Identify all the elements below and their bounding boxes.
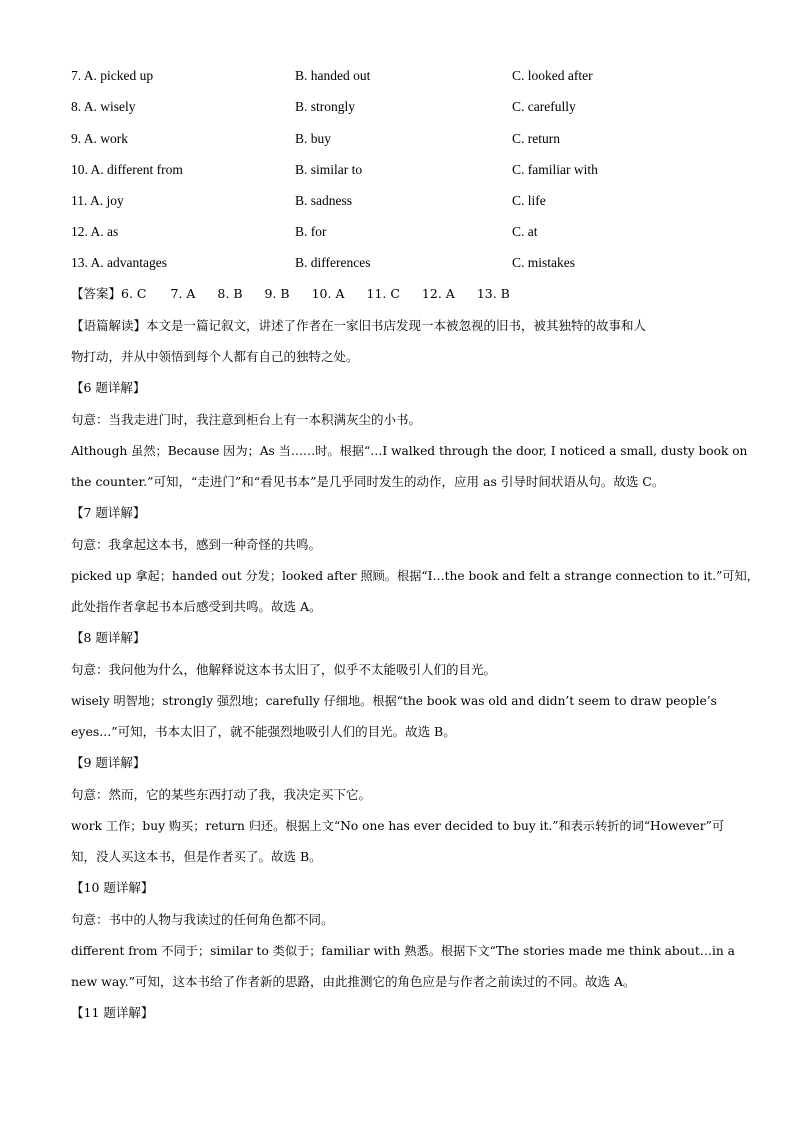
q6-title: 【6 题详解】 — [71, 380, 146, 395]
option-a: 7. A. picked up — [71, 68, 154, 83]
option-row-11 — [71, 193, 731, 213]
q6-line-2: the counter.”可知，“走进门”和“看见书本”是几乎同时发生的动作，应用 as 引导时间状语从句。故选 C。 — [71, 474, 665, 489]
option-row-12 — [71, 224, 731, 244]
q10-line-1: different from 不同于；similar to 类似于；familiar with 熟悉。根据下文“The stories made me think about…in a — [71, 944, 735, 958]
q10-title: 【10 题详解】 — [71, 880, 154, 895]
option-a: 13. A. advantages — [71, 255, 167, 270]
q9-title: 【9 题详解】 — [71, 755, 146, 770]
option-row-10 — [71, 162, 731, 182]
q6-line-1: Although 虽然；Because 因为；As 当……时。根据“…I walked through the door, I noticed a small, dusty book on — [71, 444, 748, 458]
q9-line-2: 知，没人买这本书，但是作者买了。故选 B。 — [71, 849, 322, 864]
answer-item: 9. B — [264, 286, 290, 301]
q7-line-2: 此处指作者拿起书本后感受到共鸣。故选 A。 — [71, 599, 322, 614]
q8-meaning: 句意：我问他为什么，他解释说这本书太旧了，似乎不太能吸引人们的目光。 — [71, 662, 497, 677]
option-b: B. differences — [295, 255, 371, 270]
option-row-8 — [71, 99, 731, 119]
option-c: C. familiar with — [512, 162, 598, 177]
option-c: C. return — [512, 131, 560, 146]
q9-line-1: work 工作；buy 购买；return 归还。根据上文“No one has ever decided to buy it.”和表示转折的词“However”可 — [71, 819, 725, 833]
option-row-9 — [71, 131, 731, 151]
option-b: B. strongly — [295, 99, 356, 114]
answer-item: 11. C — [366, 286, 400, 301]
q8-title: 【8 题详解】 — [71, 630, 146, 645]
option-c: C. life — [512, 193, 546, 208]
reading-line-2: 物打动，并从中领悟到每个人都有自己的独特之处。 — [71, 349, 359, 364]
option-b: B. buy — [295, 131, 332, 146]
q8-line-1: wisely 明智地；strongly 强烈地；carefully 仔细地。根据“the book was old and didn’t seem to draw people’s — [71, 694, 717, 708]
q7-line-1: picked up 拿起；handed out 分发；looked after 照顾。根据“I…the book and felt a strange connection to it.”可知， — [71, 569, 759, 583]
option-c: C. mistakes — [512, 255, 575, 270]
answer-item: 8. B — [217, 286, 243, 301]
option-a: 10. A. different from — [71, 162, 183, 177]
option-c: C. carefully — [512, 99, 576, 114]
answer-item: 7. A — [170, 286, 196, 301]
option-a: 12. A. as — [71, 224, 119, 239]
option-b: B. similar to — [295, 162, 363, 177]
option-c: C. at — [512, 224, 538, 239]
answer-line — [71, 284, 731, 304]
option-a: 11. A. joy — [71, 193, 124, 208]
answer-item: 12. A — [421, 286, 455, 301]
option-b: B. sadness — [295, 193, 352, 208]
q10-meaning: 句意：书中的人物与我读过的任何角色都不同。 — [71, 912, 334, 927]
option-a: 8. A. wisely — [71, 99, 136, 114]
q7-meaning: 句意：我拿起这本书，感到一种奇怪的共鸣。 — [71, 537, 322, 552]
answer-item: 13. B — [476, 286, 510, 301]
option-b: B. handed out — [295, 68, 371, 83]
option-c: C. looked after — [512, 68, 593, 83]
answer-label: 【答案】 — [71, 286, 122, 301]
q10-line-2: new way.”可知，这本书给了作者新的思路，由此推测它的角色应是与作者之前读过的不同。故选 A。 — [71, 974, 636, 989]
q7-title: 【7 题详解】 — [71, 505, 146, 520]
q9-meaning: 句意：然而，它的某些东西打动了我，我决定买下它。 — [71, 787, 372, 802]
answer-item: 10. A — [311, 286, 345, 301]
option-b: B. for — [295, 224, 327, 239]
option-a: 9. A. work — [71, 131, 128, 146]
q6-meaning: 句意：当我走进门时，我注意到柜台上有一本积满灰尘的小书。 — [71, 412, 422, 427]
q8-line-2: eyes...”可知，书本太旧了，就不能强烈地吸引人们的目光。故选 B。 — [71, 724, 456, 739]
answer-item: 6. C — [121, 286, 147, 301]
option-row-7 — [71, 68, 731, 88]
reading-line-1: 【语篇解读】本文是一篇记叙文，讲述了作者在一家旧书店发现一本被忽视的旧书，被其独特的故事和人 — [71, 318, 647, 333]
option-row-13 — [71, 255, 731, 275]
q11-title: 【11 题详解】 — [71, 1005, 154, 1020]
